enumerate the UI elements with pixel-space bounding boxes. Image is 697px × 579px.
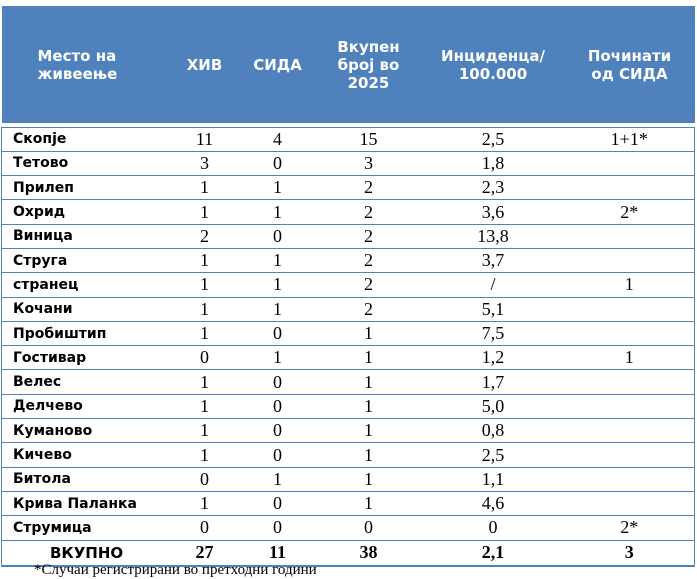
total-total: 38 xyxy=(316,540,422,566)
total-hiv: 27 xyxy=(170,540,240,566)
table-row xyxy=(2,273,695,297)
cell-place: Велес xyxy=(2,370,170,394)
table-row xyxy=(2,224,695,248)
cell-total: 1 xyxy=(316,491,422,515)
cell-total: 0 xyxy=(316,516,422,540)
cell-deaths xyxy=(565,176,695,200)
cell-hiv: 1 xyxy=(170,491,240,515)
cell-incidence: 1,7 xyxy=(422,370,565,394)
header-incidence xyxy=(422,6,565,123)
table-row xyxy=(2,127,695,151)
cell-hiv: 1 xyxy=(170,297,240,321)
cell-total: 2 xyxy=(316,273,422,297)
cell-incidence: 5,0 xyxy=(422,394,565,418)
cell-deaths xyxy=(565,394,695,418)
cell-place: Струмица xyxy=(2,516,170,540)
cell-incidence: 7,5 xyxy=(422,321,565,345)
table-row xyxy=(2,200,695,224)
cell-place: Делчево xyxy=(2,394,170,418)
cell-incidence: 5,1 xyxy=(422,297,565,321)
cell-incidence: 0,8 xyxy=(422,419,565,443)
cell-place: Тетово xyxy=(2,151,170,175)
cell-deaths: 1 xyxy=(565,346,695,370)
cell-deaths xyxy=(565,321,695,345)
cell-deaths xyxy=(565,370,695,394)
cell-total: 1 xyxy=(316,467,422,491)
header-place-line2: живеење xyxy=(37,64,118,83)
cell-aids: 1 xyxy=(240,176,316,200)
table-row xyxy=(2,297,695,321)
cell-place: Битола xyxy=(2,467,170,491)
cell-aids: 4 xyxy=(240,127,316,151)
cell-hiv: 1 xyxy=(170,200,240,224)
cell-place: Скопје xyxy=(2,127,170,151)
cell-incidence: 1,1 xyxy=(422,467,565,491)
cell-hiv: 11 xyxy=(170,127,240,151)
cell-total: 2 xyxy=(316,297,422,321)
total-deaths: 3 xyxy=(565,540,695,566)
cell-total: 2 xyxy=(316,200,422,224)
cell-place: Крива Паланка xyxy=(2,491,170,515)
cell-incidence: 3,6 xyxy=(422,200,565,224)
cell-deaths: 2* xyxy=(565,200,695,224)
footnote: *Случаи регистрирани во претходни години xyxy=(34,562,317,578)
cell-total: 15 xyxy=(316,127,422,151)
cell-place: Гостивар xyxy=(2,346,170,370)
cell-place: Пробиштип xyxy=(2,321,170,345)
cell-aids: 1 xyxy=(240,200,316,224)
cell-aids: 0 xyxy=(240,151,316,175)
cell-aids: 0 xyxy=(240,370,316,394)
cell-place: Охрид xyxy=(2,200,170,224)
cell-hiv: 1 xyxy=(170,394,240,418)
cell-aids: 0 xyxy=(240,491,316,515)
cell-hiv: 3 xyxy=(170,151,240,175)
cell-deaths xyxy=(565,467,695,491)
cell-incidence: 1,8 xyxy=(422,151,565,175)
table-row xyxy=(2,370,695,394)
header-total-line2: број во xyxy=(337,55,400,74)
cell-incidence: 4,6 xyxy=(422,491,565,515)
table-row xyxy=(2,491,695,515)
header-total xyxy=(316,6,422,123)
total-label: ВКУПНО xyxy=(2,540,170,566)
table-row xyxy=(2,419,695,443)
table-row xyxy=(2,467,695,491)
cell-aids: 0 xyxy=(240,443,316,467)
header-total-line1: Вкупен xyxy=(337,37,400,56)
cell-deaths xyxy=(565,491,695,515)
cell-deaths: 1 xyxy=(565,273,695,297)
header-place xyxy=(2,6,170,123)
table-row xyxy=(2,248,695,272)
table-row xyxy=(2,321,695,345)
table-row xyxy=(2,394,695,418)
cell-hiv: 1 xyxy=(170,248,240,272)
total-incidence: 2,1 xyxy=(422,540,565,566)
header-place-line1: Место на xyxy=(37,46,117,65)
cell-hiv: 1 xyxy=(170,370,240,394)
cell-total: 1 xyxy=(316,370,422,394)
cell-incidence: 0 xyxy=(422,516,565,540)
table-row xyxy=(2,516,695,540)
cell-incidence: 3,7 xyxy=(422,248,565,272)
header-row xyxy=(2,6,695,123)
cell-deaths xyxy=(565,419,695,443)
cell-aids: 0 xyxy=(240,419,316,443)
table-row xyxy=(2,151,695,175)
cell-deaths xyxy=(565,297,695,321)
cell-incidence: 2,3 xyxy=(422,176,565,200)
cell-hiv: 1 xyxy=(170,273,240,297)
cell-deaths: 2* xyxy=(565,516,695,540)
cell-incidence: / xyxy=(422,273,565,297)
cell-deaths xyxy=(565,151,695,175)
cell-hiv: 1 xyxy=(170,176,240,200)
cell-total: 2 xyxy=(316,248,422,272)
table-row xyxy=(2,176,695,200)
cell-deaths: 1+1* xyxy=(565,127,695,151)
cell-total: 2 xyxy=(316,224,422,248)
cell-total: 2 xyxy=(316,176,422,200)
cell-aids: 0 xyxy=(240,516,316,540)
cell-aids: 1 xyxy=(240,248,316,272)
header-deaths-line2: од СИДА xyxy=(591,64,668,83)
cell-aids: 1 xyxy=(240,297,316,321)
cell-hiv: 1 xyxy=(170,419,240,443)
total-aids: 11 xyxy=(240,540,316,566)
cell-aids: 1 xyxy=(240,346,316,370)
cell-hiv: 0 xyxy=(170,346,240,370)
header-deaths xyxy=(565,6,695,123)
header-incidence-line1: Инциденца/ xyxy=(441,46,545,65)
cell-total: 1 xyxy=(316,443,422,467)
cell-hiv: 0 xyxy=(170,467,240,491)
header-deaths-line1: Починати xyxy=(587,46,672,65)
cell-hiv: 0 xyxy=(170,516,240,540)
cell-total: 1 xyxy=(316,321,422,345)
header-aids: СИДА xyxy=(240,6,316,123)
cell-place: Куманово xyxy=(2,419,170,443)
header-hiv: ХИВ xyxy=(170,6,240,123)
cell-hiv: 1 xyxy=(170,443,240,467)
cell-place: Прилеп xyxy=(2,176,170,200)
cell-hiv: 1 xyxy=(170,321,240,345)
cell-total: 1 xyxy=(316,346,422,370)
table-row xyxy=(2,346,695,370)
cell-deaths xyxy=(565,224,695,248)
cell-total: 3 xyxy=(316,151,422,175)
table-row xyxy=(2,443,695,467)
cell-place: Струга xyxy=(2,248,170,272)
hiv-aids-table xyxy=(1,6,695,567)
cell-place: Виница xyxy=(2,224,170,248)
cell-total: 1 xyxy=(316,394,422,418)
cell-aids: 1 xyxy=(240,467,316,491)
cell-aids: 0 xyxy=(240,394,316,418)
cell-incidence: 2,5 xyxy=(422,127,565,151)
cell-total: 1 xyxy=(316,419,422,443)
cell-place: Кочани xyxy=(2,297,170,321)
cell-incidence: 2,5 xyxy=(422,443,565,467)
cell-deaths xyxy=(565,443,695,467)
cell-incidence: 13,8 xyxy=(422,224,565,248)
cell-place: странец xyxy=(2,273,170,297)
cell-aids: 1 xyxy=(240,273,316,297)
cell-incidence: 1,2 xyxy=(422,346,565,370)
header-total-line3: 2025 xyxy=(347,73,390,92)
cell-aids: 0 xyxy=(240,224,316,248)
cell-aids: 0 xyxy=(240,321,316,345)
cell-place: Кичево xyxy=(2,443,170,467)
cell-hiv: 2 xyxy=(170,224,240,248)
header-incidence-line2: 100.000 xyxy=(458,64,528,83)
cell-deaths xyxy=(565,248,695,272)
